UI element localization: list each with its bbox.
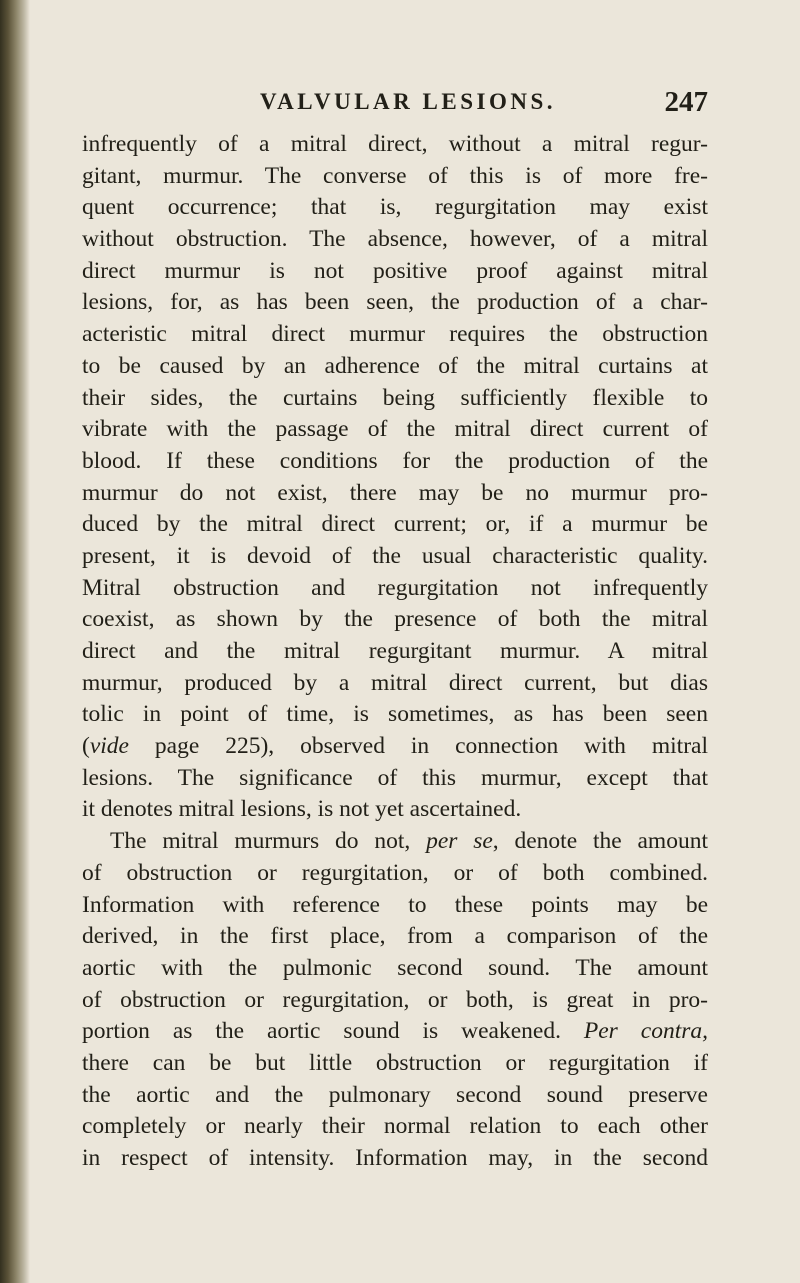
running-head [82, 86, 708, 118]
running-title: VALVULAR LESIONS. [260, 89, 556, 114]
italic-vide: vide [89, 733, 129, 760]
italic-per-contra: Per contra, [583, 1018, 708, 1045]
line-post: page 225), observed in connection with mitral [128, 733, 708, 760]
book-binding-edge [0, 0, 30, 1283]
line-pre: The mitral murmurs do not, [110, 828, 427, 855]
text-line: tolic in point of time, is sometimes, as has been seen [82, 701, 708, 728]
text-line: the aortic and the pulmonary second sound preserve [82, 1081, 708, 1108]
text-line: without obstruction. The absence, however, of a mitral [82, 226, 708, 253]
text-line: completely or nearly their normal relation to each other [82, 1113, 708, 1140]
text-line: duced by the mitral direct current; or, if a murmur be [82, 511, 708, 538]
line-post: , denote the amount [492, 828, 708, 855]
text-line: murmur do not exist, there may be no murmur pro- [82, 479, 708, 506]
text-line: present, it is devoid of the usual characteristic quality. [82, 542, 708, 569]
text-line: gitant, murmur. The converse of this is of more fre- [82, 162, 708, 189]
text-line: there can be but little obstruction or regurgitation if [82, 1049, 708, 1076]
line-pre: ( [82, 733, 90, 760]
text-line: of obstruction or regurgitation, or both, is great in pro- [82, 986, 708, 1013]
text-line: infrequently of a mitral direct, without a mitral regur- [82, 131, 708, 157]
text-line: acteristic mitral direct murmur requires the obstruction [82, 321, 708, 348]
text-line: to be caused by an adherence of the mitral curtains at [82, 352, 708, 379]
text-line: blood. If these conditions for the production of the [82, 447, 708, 474]
text-line: coexist, as shown by the presence of both the mitral [82, 606, 708, 633]
line-main: portion as the aortic sound is weakened. [82, 1018, 561, 1045]
text-line: derived, in the first place, from a comparison of the [82, 923, 708, 950]
text-line: Information with reference to these points may be [82, 891, 708, 918]
text-line: aortic with the pulmonic second sound. The amount [82, 954, 708, 981]
text-line: direct and the mitral regurgitant murmur. A mitral [82, 638, 708, 664]
text-line: quent occurrence; that is, regurgitation may exist [82, 194, 708, 221]
text-line: direct murmur is not positive proof against mitral [82, 257, 708, 284]
text-line: Mitral obstruction and regurgitation not infrequently [82, 574, 708, 601]
text-line: lesions. The significance of this murmur, except that [82, 764, 708, 791]
italic-per-se: per se [426, 828, 493, 855]
text-line-vide [82, 731, 708, 763]
page-number: 247 [664, 86, 708, 118]
text-line-per-contra [82, 1016, 708, 1048]
text-line: it denotes mitral lesions, is not yet ascertained. [82, 796, 522, 823]
text-line: murmur, produced by a mitral direct current, but dias [82, 669, 708, 696]
text-line: lesions, for, as has been seen, the production of a char- [82, 289, 708, 316]
text-line: of obstruction or regurgitation, or of both combined. [82, 859, 708, 886]
text-line: their sides, the curtains being sufficiently flexible to [82, 384, 708, 411]
text-line: vibrate with the passage of the mitral direct current of [82, 416, 708, 443]
body-text [82, 129, 708, 1175]
text-line: in respect of intensity. Information may, in the second [82, 1145, 708, 1171]
text-line-per-se [82, 826, 708, 858]
